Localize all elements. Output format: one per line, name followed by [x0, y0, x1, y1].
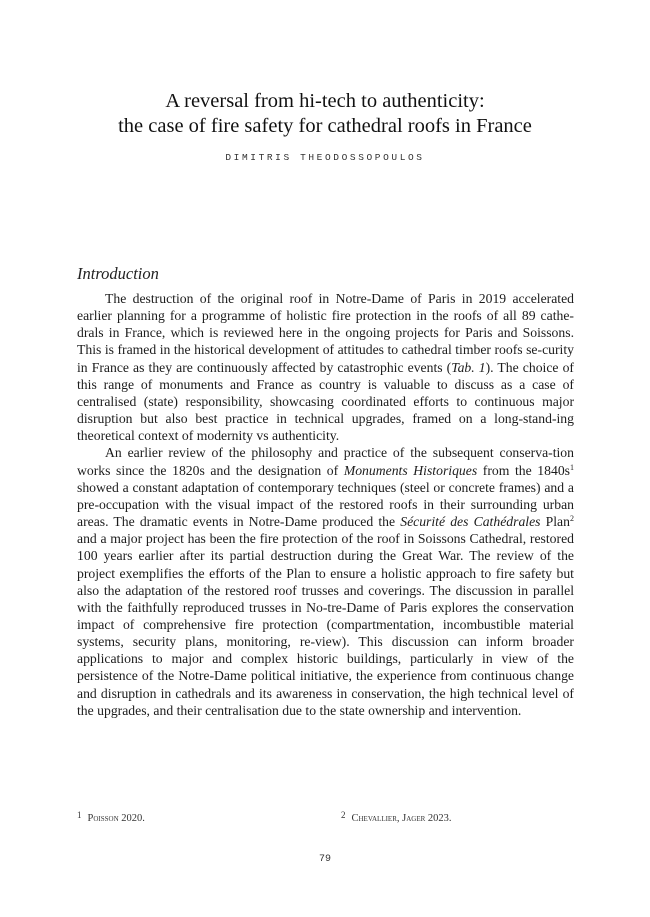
footnote-2-number: 2: [341, 810, 346, 820]
body-text: [77, 290, 574, 719]
article-title: [0, 89, 650, 139]
p2-emphasis-1: Monuments Historiques: [343, 462, 478, 478]
p2-emphasis-2: Sécurité des Cathédrales: [400, 514, 541, 530]
footnote-2-text: Chevallier, Jager 2023.: [351, 813, 452, 824]
paragraph-2: [77, 444, 574, 719]
footnote-ref-1[interactable]: 1: [570, 462, 575, 472]
p1-text-2: ). The choice of this range of monuments and France as country is valuable to discuss as a case of centralised (state) responsibility, showcasing coordinated efforts to continuous major disruption but also best practice in technical upgrades, framed on a long-stand-ing theoretical context of modernity vs authenticity.: [77, 359, 574, 444]
p2-text-4: Plan: [540, 514, 570, 530]
p2-text-2: from the 1840s: [477, 462, 571, 478]
p2-text-1: An earlier review of the philosophy and practice of the subsequent conserva-tion works since the 1820s and the designation of: [77, 445, 574, 478]
p2-text-5: and a major project has been the fire protection of the roof in Soissons Cathedral, restored 100 years earlier after its partial destruction during the Great War. The review of the project exemplifies the efforts of the Plan to ensure a holistic approach to fire safety but also the adaptation of the restored roof trusses and coverings. The discussion in parallel with the faithfully reproduced trusses in No-tre-Dame of Paris explores the conservation impact of comprehensive fire protection (compartmentation, incombustible material systems, security plans, monitoring, re-view). This discussion can inform broader applications to major and complex historic buildings, particularly in view of the persistence of the Notre-Dame political initiative, the experience from continuous change and disruption in cathedrals and its awareness in conservation, the high technical level of the upgrades, and their centralisation due to the state ownership and intervention.: [77, 531, 574, 718]
page-number: 79: [318, 854, 331, 865]
title-line-2: the case of fire safety for cathedral roofs in France: [118, 115, 532, 137]
p2-text-3: showed a constant adaptation of contemporary techniques (steel or concrete frames) and a pre-occupation with the visual impact of the restored roofs in their surrounding urban areas. The dramatic events in Notre-Dame produced the: [77, 479, 574, 530]
footnote-2: [341, 810, 452, 824]
table-reference: Tab. 1: [451, 359, 486, 375]
author-name: DIMITRIS THEODOSSOPOULOS: [225, 152, 425, 163]
paragraph-1: [77, 290, 574, 444]
section-heading: Introduction: [77, 264, 159, 283]
footnote-1-text: Poisson 2020.: [87, 813, 145, 824]
footnote-1: [77, 810, 145, 824]
p1-text-1: The destruction of the original roof in Notre-Dame of Paris in 2019 accelerated earlier planning for a programme of holistic fire protection in the roofs of all 89 cathe-drals in France, which is reviewed here in the ongoing projects for Paris and Soissons. This is framed in the historical development of attitudes to cathedral timber roofs se-curity in France as they are continuously affected by catastrophic events (: [77, 291, 574, 375]
footnote-1-number: 1: [77, 810, 82, 820]
title-line-1: A reversal from hi-tech to authenticity:: [165, 90, 485, 112]
footnote-ref-2[interactable]: 2: [569, 514, 574, 524]
